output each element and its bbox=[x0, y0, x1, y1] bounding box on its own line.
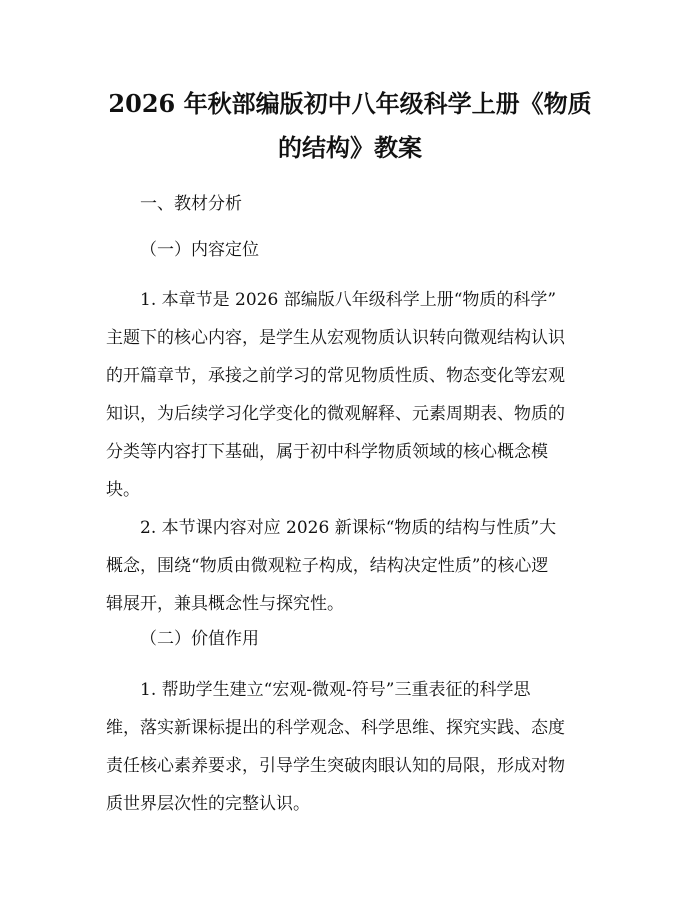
paragraph-content-positioning-2 bbox=[106, 509, 606, 623]
paragraph-line: 辑展开，兼具概念性与探究性。 bbox=[106, 594, 344, 614]
paragraph-line: 1. 帮助学生建立“宏观-微观-符号”三重表征的科学思 bbox=[140, 680, 531, 700]
paragraph-line: 知识，为后续学习化学变化的微观解释、元素周期表、物质的 bbox=[106, 404, 565, 424]
subsection-heading-value-role: （二）价值作用 bbox=[140, 629, 259, 649]
paragraph-line: 概念，围绕“物质由微观粒子构成，结构决定性质”的核心逻 bbox=[106, 556, 549, 576]
paragraph-line: 2. 本节课内容对应 2026 新课标“物质的结构与性质”大 bbox=[140, 518, 557, 538]
document-title-line-2: 的结构》教案 bbox=[278, 133, 422, 162]
section-heading-textbook-analysis: 一、教材分析 bbox=[140, 194, 242, 214]
paragraph-line: 1. 本章节是 2026 部编版八年级科学上册“物质的科学” bbox=[140, 290, 557, 310]
subsection-heading-content-positioning: （一）内容定位 bbox=[140, 240, 259, 260]
paragraph-line: 质世界层次性的完整认识。 bbox=[106, 794, 310, 814]
paragraph-line: 分类等内容打下基础，属于初中科学物质领域的核心概念模 bbox=[106, 442, 548, 462]
document-title-line-1: 2026 年秋部编版初中八年级科学上册《物质 bbox=[108, 89, 592, 118]
paragraph-line: 的开篇章节，承接之前学习的常见物质性质、物态变化等宏观 bbox=[106, 366, 565, 386]
paragraph-content-positioning-1 bbox=[106, 281, 606, 509]
paragraph-line: 维，落实新课标提出的科学观念、科学思维、探究实践、态度 bbox=[106, 718, 565, 738]
paragraph-line: 责任核心素养要求，引导学生突破肉眼认知的局限，形成对物 bbox=[106, 756, 565, 776]
paragraph-line: 块。 bbox=[106, 480, 140, 500]
paragraph-line: 主题下的核心内容，是学生从宏观物质认识转向微观结构认识 bbox=[106, 328, 565, 348]
paragraph-value-role-1 bbox=[106, 671, 606, 823]
